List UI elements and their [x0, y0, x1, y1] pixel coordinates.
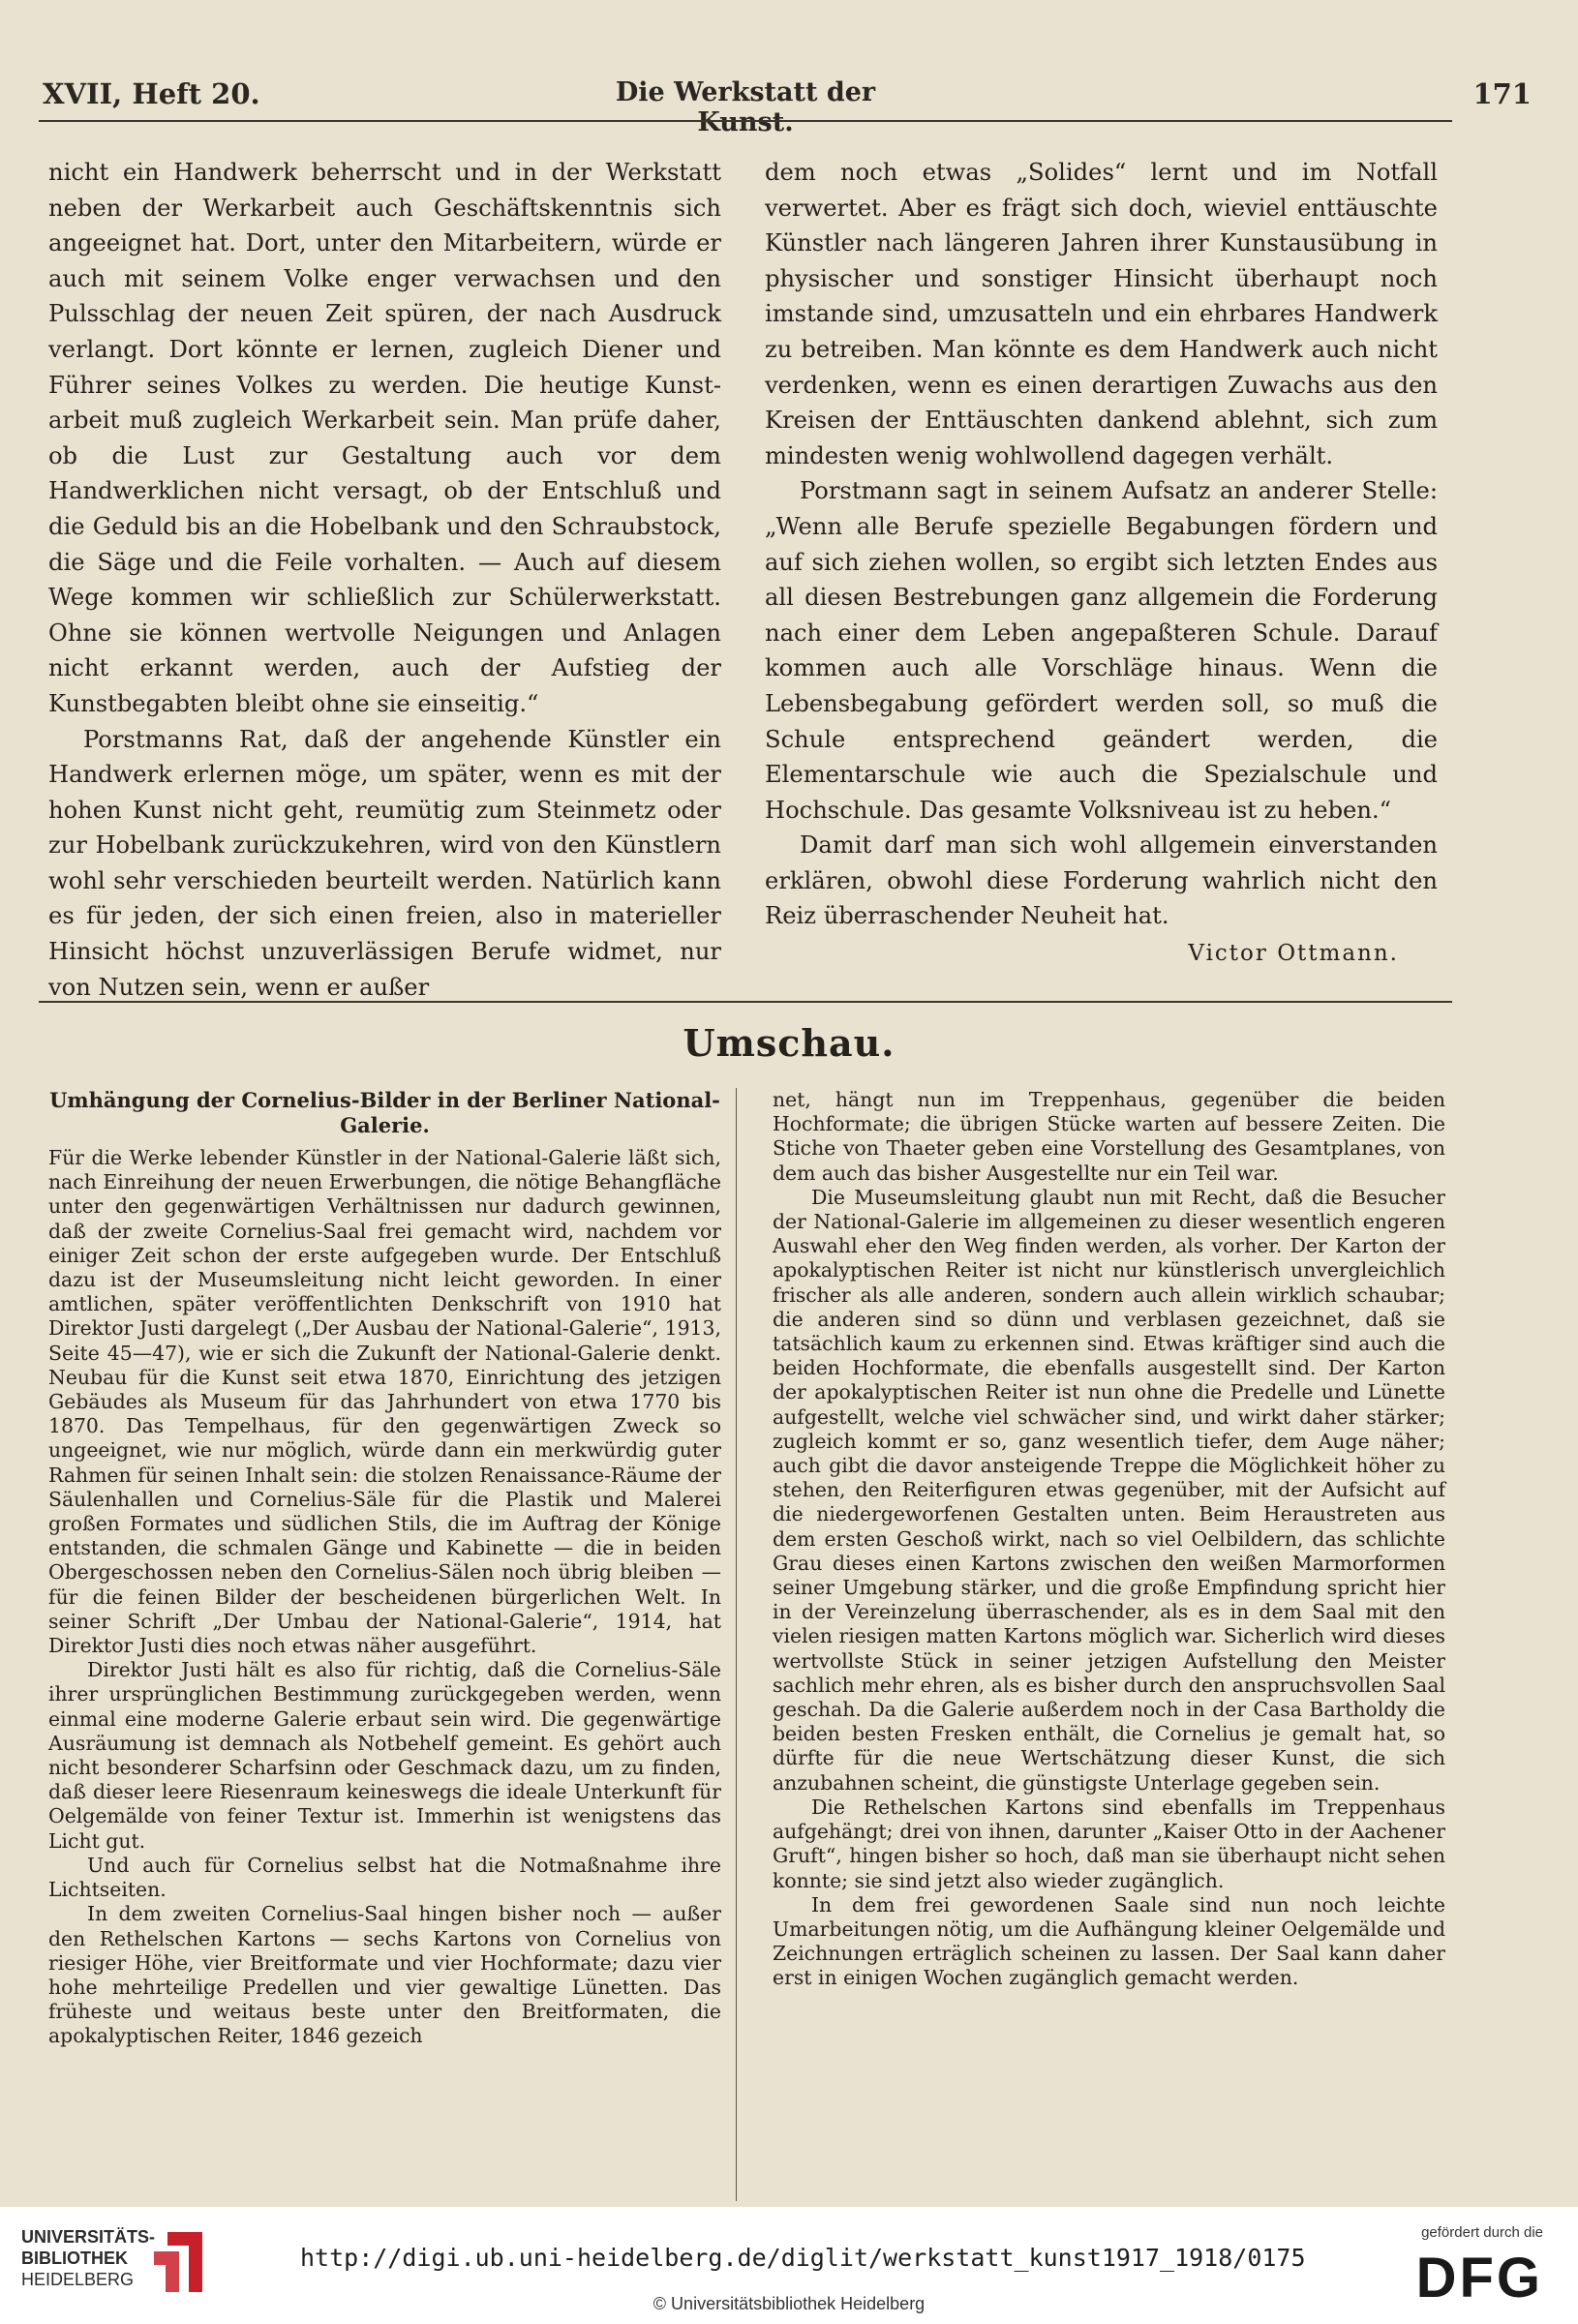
journal-title: Die Werkstatt der Kunst.: [615, 77, 876, 137]
paragraph: Die Museumsleitung glaubt nun mit Recht, daß die Besucher der National-Galerie im allgemeinen zu dieser wesentlich engeren Auswahl eher den Weg finden werden, als vorher. Der Karton der apokalyptischen Reiter ist nicht nur künstlerisch unvergleichlich frischer als alle anderen, sondern auch allein wirklich schaubar; die anderen sind so dünn und verblasen gezeichnet, daß sie tatsächlich kaum zu erkennen sind. Etwas kräftiger sind auch die beiden Hochformate, die ebenfalls ausgestellt sind. Der Karton der apokalyptischen Reiter ist nun ohne die Predelle und Lünette aufgestellt, welche viel schwächer sind, und wirkt daher stärker; zugleich kommt er so, ganz wesentlich tiefer, dem Auge näher; auch gibt die davor ansteigende Treppe die Möglichkeit höher zu stehen, den Reiterfiguren etwas gegenüber, mit der Aufsicht auf die niedergeworfenen Gestalten unten. Beim Heraustreten aus dem ersten Geschoß wirkt, nach so viel Oelbildern, das schlichte Grau dieses einen Kartons zwischen den weißen Marmorformen seiner Umgebung stärker, und die große Empfindung spricht hier in der Vereinzelung überraschender, als es in dem Saal mit den vielen riesigen matten Kartons möglich war. Sicherlich wird dieses wertvollste Stück in seiner jetzigen Aufstellung den Meister sachlich mehr ehren, als es bisher durch den anspruchsvollen Saal geschah. Da die Galerie außerdem noch in der Casa Bartholdy die beiden besten Fresken enthält, die Cornelius je gemalt hat, so dürfte für die neue Wertschätzung dieser Kunst, die sich anzubahnen scheint, die günstigste Unterlage gegeben sein.: [773, 1185, 1445, 1795]
umschau-column-left: [48, 1088, 721, 2049]
paragraph: dem noch etwas „Solides“ lernt und im Notfall verwertet. Aber es frägt sich doch, wieviel enttäuschte Künstler nach längeren Jahren ihrer Kunstausübung in physischer und sonstiger Hinsicht überhaupt noch imstande sind, umzusatteln und ein ehrbares Handwerk zu betreiben. Man könnte es dem Handwerk auch nicht verdenken, wenn es einen derartigen Zuwachs aus den Kreisen der Enttäuschten dankend ablehnt, sich zum mindesten wenig wohlwollend dagegen verhält.: [765, 159, 1438, 469]
library-logo-icon: [150, 2228, 206, 2296]
library-line: BIBLIOTHEK: [21, 2249, 128, 2268]
copyright-notice: © Universitätsbibliothek Heidelberg: [652, 2294, 926, 2313]
permalink-url[interactable]: http://digi.ub.uni-heidelberg.de/diglit/werkstatt_kunst1917_1918/0175: [300, 2244, 1306, 2272]
issue-label: XVII, Heft 20.: [43, 77, 260, 110]
column-divider: [736, 1088, 737, 2201]
funding-note: gefördert durch die: [1421, 2224, 1543, 2241]
umschau-column-right: [773, 1088, 1445, 1991]
paragraph: Und auch für Cornelius selbst hat die Notmaßnahme ihre Lichtseiten.: [48, 1853, 721, 1902]
page-number: 171: [1472, 77, 1532, 110]
section-title: Umschau.: [683, 1021, 895, 1065]
article-column-left: [48, 155, 721, 1005]
section-rule: [39, 1001, 1452, 1003]
running-header: [0, 70, 1578, 137]
paragraph: Damit darf man sich wohl allgemein einverstanden erklären, obwohl diese Forderung wahrlich nicht den Reiz überraschender Neuheit hat.: [765, 831, 1438, 930]
news-heading: Umhängung der Cornelius-Bilder in der Berliner National-Galerie.: [49, 1088, 720, 1137]
article-column-right: [765, 155, 1438, 972]
header-rule: [39, 120, 1452, 122]
paragraph: Für die Werke lebender Künstler in der National-Galerie läßt sich, nach Einreihung der neuen Erwerbungen, die nötige Behangfläche unter den gegenwärtigen Verhältnissen nur dadurch gewinnen, daß der zweite Cornelius-Saal frei gemacht wird, nachdem vor einiger Zeit schon der erste aufgegeben wurde. Der Entschluß dazu ist der Museumsleitung nicht leicht geworden. In einer amtlichen, später veröffentlichten Denkschrift von 1910 hat Direktor Justi dargelegt („Der Ausbau der National-Galerie“, 1913, Seite 45—47), wie er sich die Zukunft der National-Galerie denkt. Neubau für die Kunst seit etwa 1870, Einrichtung des jetzigen Gebäudes als Museum für das Jahrhundert von etwa 1770 bis 1870. Das Tempelhaus, für den gegenwärtigen Zweck so ungeeignet, wie nur möglich, würde dann ein merkwürdig guter Rahmen für seinen Inhalt sein: die stolzen Renaissance-Räume der Säulenhallen und Cornelius-Säle für die Plastik und Malerei großen Formates und südlichen Stils, die im Auftrag der Könige entstanden, die schmalen Gänge und Kabinette — die in beiden Obergeschossen neben den Cornelius-Sälen noch übrig bleiben — für die feinen Bilder der bescheidenen bürgerlichen Welt. In seiner Schrift „Der Umbau der National-Galerie“, 1914, hat Direktor Justi dies noch etwas näher ausgeführt.: [48, 1146, 721, 1658]
library-line: HEIDELBERG: [21, 2270, 135, 2289]
paragraph: Porstmann sagt in seinem Aufsatz an anderer Stelle: „Wenn alle Berufe spezielle Begabungen fördern und auf sich ziehen wollen, so ergibt sich letzten Endes aus all diesen Bestrebungen ganz allgemein die Forderung nach einer dem Leben angepaßteren Schule. Darauf kommen auch alle Vorschläge hinaus. Wenn die Lebensbegabung gefördert werden soll, so muß die Schule entsprechend geändert werden, die Elementarschule wie auch die Spezialschule und Hochschule. Das gesamte Volksniveau ist zu heben.“: [765, 477, 1438, 824]
viewer-footer: [0, 2207, 1578, 2324]
paragraph: net, hängt nun im Treppenhaus, gegenüber die beiden Hochformate; die übrigen Stücke warten auf bessere Zeiten. Die Stiche von Thaeter geben eine Vorstellung des Gesamtplanes, von dem auch das bisher Ausgestellte nur ein Teil war.: [773, 1088, 1445, 1185]
dfg-logo: DFG: [1415, 2247, 1543, 2309]
paragraph: nicht ein Handwerk beherrscht und in der Werkstatt neben der Werkarbeit auch Geschäftskenntnis sich angeeignet hat. Dort, unter den Mitarbeitern, würde er auch mit seinem Volke enger verwachsen und den Pulsschlag der neuen Zeit spüren, der nach Ausdruck verlangt. Dort könnte er lernen, zugleich Diener und Führer seines Volkes zu werden. Die heutige Kunstarbeit muß zugleich Werkarbeit sein. Man prüfe daher, ob die Lust zur Gestaltung auch vor dem Handwerklichen nicht versagt, ob der Entschluß und die Geduld bis an die Hobelbank und den Schraubstock, die Säge und die Feile vorhalten. — Auch auf diesem Wege kommen wir schließlich zur Schülerwerkstatt. Ohne sie können wertvolle Neigungen und Anlagen nicht erkannt werden, auch der Aufstieg der Kunstbegabten bleibt ohne sie einseitig.“: [48, 159, 721, 717]
paragraph: In dem zweiten Cornelius-Saal hingen bisher noch — außer den Rethelschen Kartons — sechs Kartons von Cornelius von riesiger Höhe, vier Breitformate und vier Hochformate; dazu vier hohe mehrteilige Predellen und vier gewaltige Lünetten. Das früheste und weitaus beste unter den Breitformaten, die apokalyptischen Reiter, 1846 gezeich: [48, 1902, 721, 2048]
paragraph: Porstmanns Rat, daß der angehende Künstler ein Handwerk erlernen möge, um später, wenn es mit der hohen Kunst nicht geht, reumütig zum Steinmetz oder zur Hobelbank zurückzukehren, wird von den Künstlern wohl sehr verschieden beurteilt werden. Natürlich kann es für jeden, der sich einen freien, also in materieller Hinsicht höchst unzuverlässigen Berufe widmet, nur von Nutzen sein, wenn er außer: [48, 725, 721, 1001]
paragraph: Die Rethelschen Kartons sind ebenfalls im Treppenhaus aufgehängt; drei von ihnen, darunter „Kaiser Otto in der Aachener Gruft“, hingen bisher so hoch, daß man sie überhaupt nicht sehen konnte; sie sind jetzt also wieder zugänglich.: [773, 1795, 1445, 1892]
author-signature: Victor Ottmann.: [1188, 941, 1399, 967]
library-line: UNIVERSITÄTS-: [21, 2227, 156, 2247]
paragraph: Direktor Justi hält es also für richtig, daß die Cornelius-Säle ihrer ursprünglichen Bestimmung zurückgegeben werden, wenn einmal eine moderne Galerie erbaut sein wird. Die gegenwärtige Ausräumung ist demnach als Notbehelf gemeint. Es gehört auch nicht besonderer Scharfsinn oder Geschmack dazu, um zu finden, daß dieser leere Riesenraum keineswegs die ideale Unterkunft für Oelgemälde von feiner Textur ist. Immerhin ist wenigstens das Licht gut.: [48, 1658, 721, 1853]
paragraph: In dem frei gewordenen Saale sind nun noch leichte Umarbeitungen nötig, um die Aufhängung kleiner Oelgemälde und Zeichnungen erträglich scheinen zu lassen. Der Saal kann daher erst in einigen Wochen zugänglich gemacht werden.: [773, 1892, 1445, 1990]
